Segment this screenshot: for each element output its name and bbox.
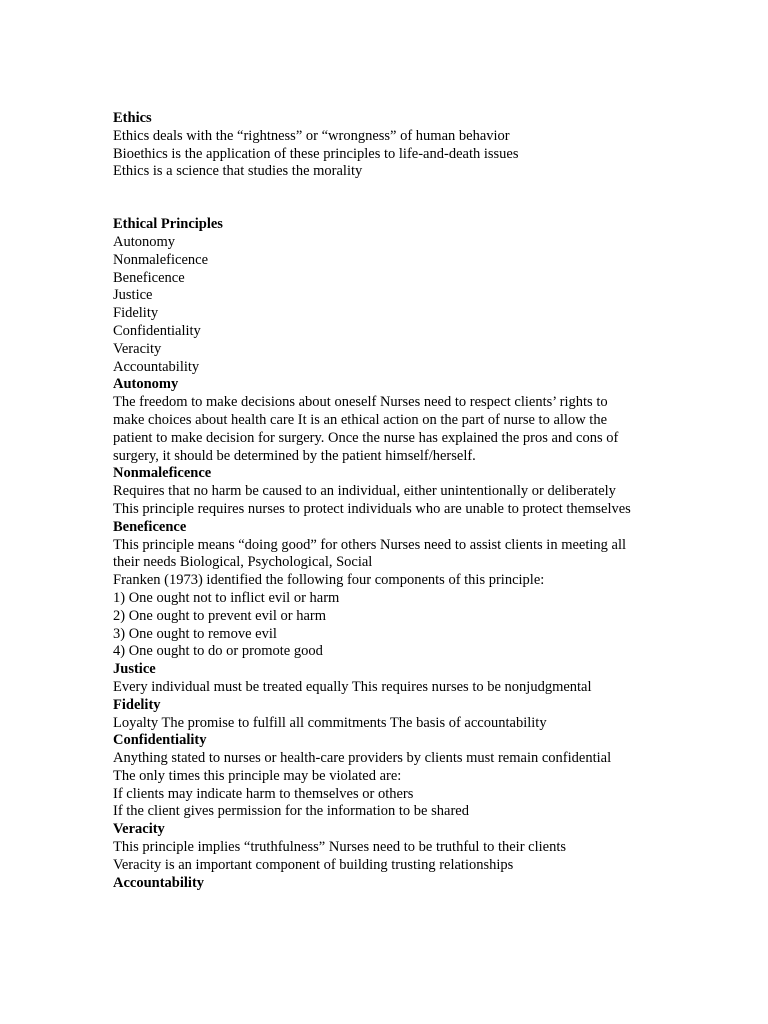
section-heading-accountability: Accountability bbox=[113, 874, 205, 891]
paragraph-line: Ethics deals with the “rightness” or “wrongness” of human behavior bbox=[113, 127, 510, 144]
paragraph-line: Requires that no harm be caused to an individual, either unintentionally or deliberately bbox=[113, 483, 616, 500]
section-heading-autonomy: Autonomy bbox=[113, 376, 179, 393]
paragraph-line: The only times this principle may be violated are: bbox=[113, 767, 402, 784]
paragraph-line: make choices about health care It is an ethical action on the part of nurse to allow the bbox=[113, 411, 608, 428]
numbered-list-item: 3) One ought to remove evil bbox=[113, 625, 277, 642]
document-page bbox=[113, 110, 673, 892]
paragraph-line: Bioethics is the application of these principles to life-and-death issues bbox=[113, 145, 519, 162]
numbered-list-item: 2) One ought to prevent evil or harm bbox=[113, 607, 327, 624]
section-heading-beneficence: Beneficence bbox=[113, 518, 187, 535]
section-heading-ethics: Ethics bbox=[113, 110, 152, 126]
paragraph-line: If the client gives permission for the information to be shared bbox=[113, 803, 469, 820]
section-heading-confidentiality: Confidentiality bbox=[113, 732, 207, 749]
numbered-list-item: 4) One ought to do or promote good bbox=[113, 643, 323, 660]
principle-list-item: Nonmaleficence bbox=[113, 251, 209, 268]
principle-list-item: Justice bbox=[113, 287, 153, 304]
paragraph-line: If clients may indicate harm to themselves or others bbox=[113, 785, 414, 802]
paragraph-line: their needs Biological, Psychological, Social bbox=[113, 554, 373, 571]
section-heading-nonmaleficence: Nonmaleficence bbox=[113, 465, 212, 482]
paragraph-line: This principle implies “truthfulness” Nurses need to be truthful to their clients bbox=[113, 839, 567, 856]
paragraph-line: patient to make decision for surgery. Once the nurse has explained the pros and cons of bbox=[113, 429, 619, 446]
paragraph-line: Veracity is an important component of building trusting relationships bbox=[113, 856, 514, 873]
blank-gap bbox=[113, 181, 673, 216]
section-heading-justice: Justice bbox=[113, 661, 156, 678]
section-heading-fidelity: Fidelity bbox=[113, 696, 161, 713]
paragraph-line: Every individual must be treated equally This requires nurses to be nonjudgmental bbox=[113, 678, 592, 695]
principle-list-item: Accountability bbox=[113, 358, 200, 375]
paragraph-line: The freedom to make decisions about oneself Nurses need to respect clients’ rights to bbox=[113, 394, 608, 411]
principle-list-item: Autonomy bbox=[113, 233, 176, 250]
numbered-list-item: 1) One ought not to inflict evil or harm bbox=[113, 589, 340, 606]
paragraph-line: Loyalty The promise to fulfill all commitments The basis of accountability bbox=[113, 714, 547, 731]
paragraph-line: Franken (1973) identified the following four components of this principle: bbox=[113, 572, 545, 589]
principle-list-item: Fidelity bbox=[113, 305, 159, 322]
section-heading-ethical-principles: Ethical Principles bbox=[113, 216, 223, 233]
principle-list-item: Beneficence bbox=[113, 269, 185, 286]
paragraph-line: This principle requires nurses to protect individuals who are unable to protect themselves bbox=[113, 500, 631, 517]
paragraph-line: surgery, it should be determined by the patient himself/herself. bbox=[113, 447, 476, 464]
principle-list-item: Veracity bbox=[113, 340, 162, 357]
principle-list-item: Confidentiality bbox=[113, 322, 201, 339]
paragraph-line: This principle means “doing good” for others Nurses need to assist clients in meeting all bbox=[113, 536, 627, 553]
paragraph-line: Anything stated to nurses or health-care providers by clients must remain confidential bbox=[113, 750, 612, 767]
section-heading-veracity: Veracity bbox=[113, 821, 165, 838]
paragraph-line: Ethics is a science that studies the morality bbox=[113, 163, 363, 180]
